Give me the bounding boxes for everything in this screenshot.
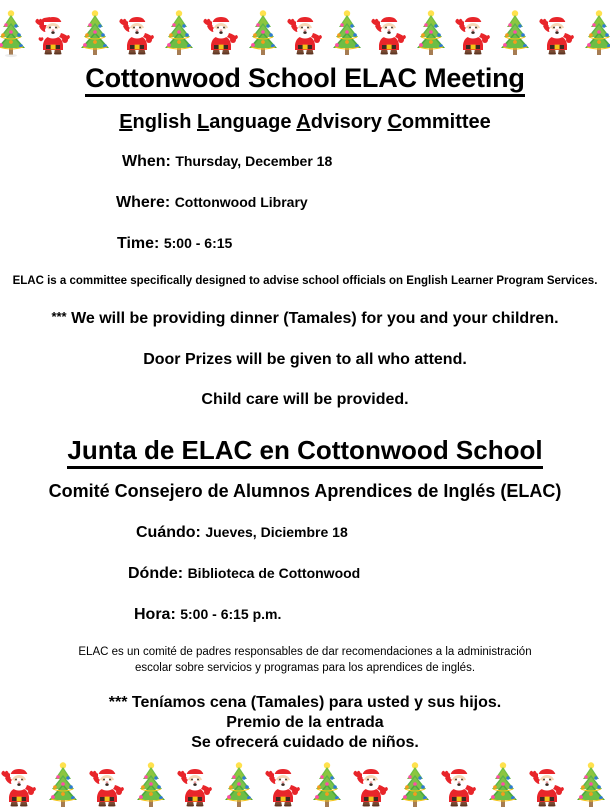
promo-text-dinner: We will be providing dinner (Tamales) for you and your children. bbox=[66, 310, 559, 328]
detail-value-donde: Biblioteca de Cottonwood bbox=[187, 565, 361, 582]
english-promo-child-care: Child care will be provided. bbox=[201, 391, 409, 409]
flyer-content bbox=[0, 64, 610, 752]
subtitle-rest-advisory: dvisory bbox=[310, 110, 388, 133]
english-promo-door-prizes: Door Prizes will be given to all who attend. bbox=[143, 350, 467, 368]
promo-text-cena: Teníamos cena (Tamales) para usted y sus hijos. bbox=[127, 694, 502, 712]
subtitle-rest-language: anguage bbox=[209, 110, 297, 133]
subtitle-rest-english: nglish bbox=[132, 110, 197, 133]
santa-claus-icon bbox=[452, 8, 494, 58]
christmas-tree-icon bbox=[217, 760, 261, 810]
detail-row-hora bbox=[10, 607, 600, 623]
detail-label-cuando: Cuándo: bbox=[136, 524, 201, 542]
promo-stars-english: *** bbox=[51, 309, 67, 325]
christmas-tree-icon bbox=[494, 8, 536, 58]
santa-claus-icon bbox=[536, 8, 578, 58]
english-subtitle bbox=[10, 111, 600, 133]
christmas-tree-icon bbox=[481, 760, 525, 810]
christmas-tree-icon bbox=[129, 760, 173, 810]
santa-claus-icon bbox=[284, 8, 326, 58]
subtitle-rest-committee: ommittee bbox=[401, 110, 491, 133]
christmas-tree-icon bbox=[41, 760, 85, 810]
detail-value-when: Thursday, December 18 bbox=[175, 152, 333, 169]
santa-claus-icon bbox=[261, 760, 305, 810]
english-description-note: ELAC is a committee specifically designed to advise school officials on English Learner Program Services. bbox=[12, 274, 598, 287]
santa-claus-icon bbox=[0, 760, 41, 810]
detail-row-when bbox=[10, 154, 600, 170]
detail-label-donde: Dónde: bbox=[128, 565, 184, 583]
santa-claus-icon bbox=[437, 760, 481, 810]
santa-claus-icon bbox=[525, 760, 569, 810]
detail-value-where: Cottonwood Library bbox=[174, 193, 308, 210]
santa-claus-icon bbox=[173, 760, 217, 810]
detail-label-hora: Hora: bbox=[134, 606, 176, 624]
spanish-title-text: Junta de ELAC en Cottonwood School bbox=[67, 435, 542, 469]
english-title bbox=[10, 64, 600, 94]
detail-value-hora: 5:00 - 6:15 p.m. bbox=[180, 606, 282, 623]
spanish-promo-dinner bbox=[10, 694, 600, 712]
promo-stars-spanish: *** bbox=[108, 694, 128, 712]
english-title-text: Cottonwood School ELAC Meeting bbox=[85, 63, 524, 97]
spanish-promo-cuidado: Se ofrecerá cuidado de niños. bbox=[191, 733, 419, 751]
spanish-subtitle: Comité Consejero de Alumnos Aprendices de Inglés (ELAC) bbox=[48, 481, 562, 502]
christmas-tree-icon bbox=[305, 760, 349, 810]
spanish-note-line-2: escolar sobre servicios y programas para los aprendices de inglés. bbox=[134, 661, 476, 674]
santa-claus-icon bbox=[200, 8, 242, 58]
christmas-tree-icon bbox=[0, 8, 32, 58]
christmas-tree-icon bbox=[410, 8, 452, 58]
detail-row-where bbox=[10, 195, 600, 211]
santa-claus-icon bbox=[85, 760, 129, 810]
christmas-tree-icon bbox=[393, 760, 437, 810]
english-promo-dinner bbox=[10, 310, 600, 328]
spanish-promo-premio: Premio de la entrada bbox=[226, 714, 384, 732]
christmas-tree-icon bbox=[158, 8, 200, 58]
christmas-tree-icon bbox=[569, 760, 610, 810]
santa-claus-icon bbox=[368, 8, 410, 58]
spanish-description-note bbox=[10, 645, 600, 676]
detail-label-time: Time: bbox=[117, 234, 160, 252]
christmas-tree-icon bbox=[326, 8, 368, 58]
spanish-note-line-1: ELAC es un comité de padres responsables de dar recomendaciones a la administración bbox=[78, 646, 532, 659]
detail-label-when: When: bbox=[122, 152, 171, 170]
christmas-tree-icon bbox=[578, 8, 610, 58]
detail-label-where: Where: bbox=[116, 193, 171, 211]
subtitle-initial-a: A bbox=[296, 110, 311, 133]
detail-row-time bbox=[10, 236, 600, 252]
christmas-tree-icon bbox=[74, 8, 116, 58]
detail-row-donde bbox=[10, 566, 600, 582]
subtitle-initial-e: E bbox=[119, 110, 133, 133]
subtitle-initial-c: C bbox=[387, 110, 402, 133]
santa-claus-icon bbox=[32, 8, 74, 58]
christmas-tree-icon bbox=[242, 8, 284, 58]
detail-value-time: 5:00 - 6:15 bbox=[163, 234, 233, 251]
detail-value-cuando: Jueves, Diciembre 18 bbox=[205, 524, 348, 541]
santa-claus-icon bbox=[116, 8, 158, 58]
santa-claus-icon bbox=[349, 760, 393, 810]
detail-row-cuando bbox=[10, 525, 600, 541]
top-decorative-border bbox=[0, 0, 610, 58]
spanish-title bbox=[10, 436, 600, 465]
subtitle-initial-l: L bbox=[197, 110, 210, 133]
